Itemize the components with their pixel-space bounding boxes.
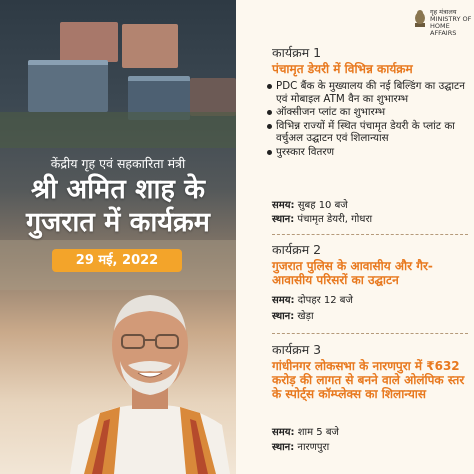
list-item: PDC बैंक के मुख्यालय की नई बिल्डिंग का उद्घाटन एवं मोबाइल ATM वैन का शुभारम्भ xyxy=(266,80,466,105)
program-2-place xyxy=(272,310,314,323)
ministry-english-2: HOME AFFAIRS xyxy=(430,22,457,37)
date-badge: 29 मई, 2022 xyxy=(52,249,182,272)
time-label: समय: xyxy=(272,427,295,438)
program-2-label: कार्यक्रम 2 xyxy=(272,242,322,257)
hero-panel xyxy=(0,0,236,474)
list-item: विभिन्न राज्यों में स्थित पंचामृत डेयरी के प्लांट का वर्चुअल उद्घाटन एवं शिलान्यास xyxy=(266,120,466,145)
program-1-list xyxy=(266,80,466,160)
place-value: पंचामृत डेयरी, गोधरा xyxy=(297,214,373,225)
time-value: शाम 5 बजे xyxy=(297,427,339,438)
program-1-place xyxy=(272,213,372,226)
lawn-image xyxy=(0,112,236,148)
hero-title-line-2: गुजरात में कार्यक्रम xyxy=(26,207,210,238)
program-1-title: पंचामृत डेयरी में विभिन्न कार्यक्रम xyxy=(272,62,413,76)
building-image xyxy=(190,78,236,116)
program-3-label: कार्यक्रम 3 xyxy=(272,342,322,357)
list-item: ऑक्सीजन प्लांट का शुभारम्भ xyxy=(266,106,466,119)
time-value: सुबह 10 बजे xyxy=(297,200,348,211)
hero-title-line-1: श्री अमित शाह के xyxy=(31,174,205,205)
national-emblem-icon xyxy=(413,9,427,29)
divider xyxy=(272,333,468,334)
program-3-place xyxy=(272,441,329,454)
building-image xyxy=(28,60,108,112)
divider xyxy=(272,234,468,235)
program-1-time xyxy=(272,199,348,212)
place-label: स्थान: xyxy=(272,214,295,225)
place-value: नारणपुरा xyxy=(297,442,330,453)
program-2-title: गुजरात पुलिस के आवासीय और गैर-आवासीय परिसरों का उद्घाटन xyxy=(272,259,433,287)
place-label: स्थान: xyxy=(272,442,295,453)
time-label: समय: xyxy=(272,295,295,306)
time-value: दोपहर 12 बजे xyxy=(297,295,353,306)
building-image xyxy=(122,24,178,68)
building-image xyxy=(60,22,118,62)
place-value: खेड़ा xyxy=(297,311,314,322)
ministry-hindi: गृह मंत्रालय xyxy=(430,8,457,16)
program-1-label: कार्यक्रम 1 xyxy=(272,45,322,60)
ministry-logo-text xyxy=(430,9,474,37)
program-2-time xyxy=(272,294,353,307)
designation-text: केंद्रीय गृह एवं सहकारिता मंत्री xyxy=(50,156,186,171)
ministry-english-1: MINISTRY OF xyxy=(430,15,472,23)
list-item: पुरस्कार वितरण xyxy=(266,146,466,159)
program-3-time xyxy=(272,426,339,439)
program-3-title: गांधीनगर लोकसभा के नारणपुरा में ₹632 करोड़ की लागत से बनने वाले ओलंपिक स्तर के स्पोर्ट्स कॉम्प्लेक्स का शिलान्यास xyxy=(272,359,465,401)
time-label: समय: xyxy=(272,200,295,211)
portrait-image xyxy=(70,285,230,474)
place-label: स्थान: xyxy=(272,311,295,322)
